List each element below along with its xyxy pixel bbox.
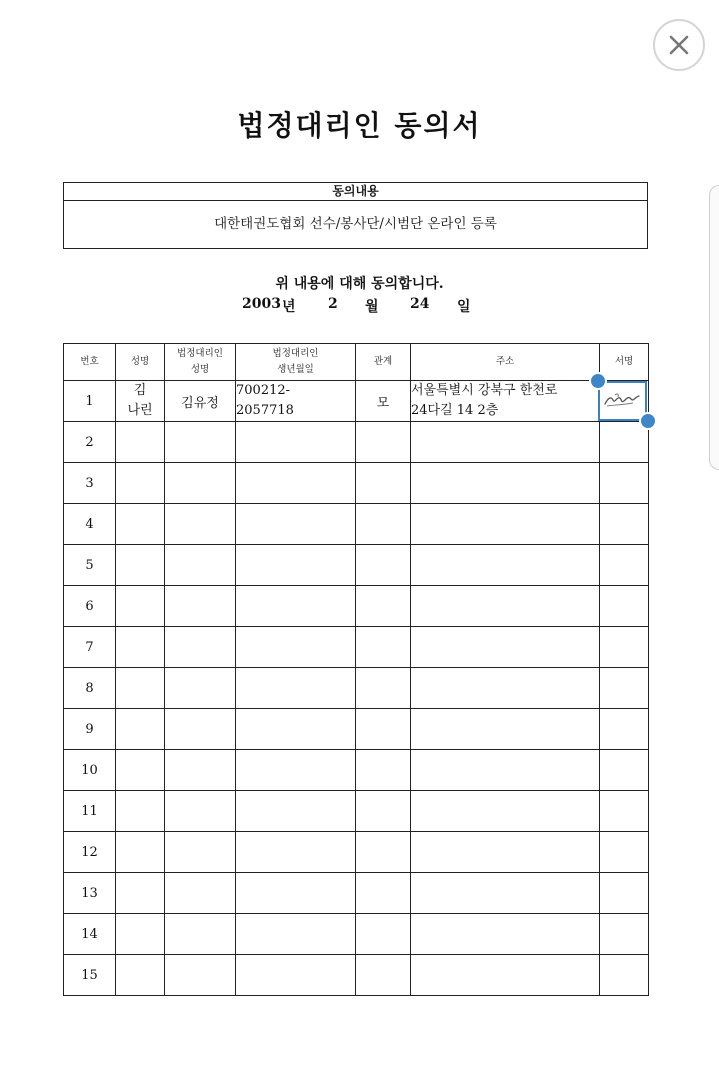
- row-number: 2: [64, 422, 116, 463]
- row-number: 11: [64, 791, 116, 832]
- student-name-cell: 김 나린: [116, 381, 165, 422]
- row-number: 5: [64, 545, 116, 586]
- guardian-name-cell: [165, 422, 236, 463]
- guardian-name-cell: [165, 955, 236, 996]
- guardian-birth-cell: [236, 914, 356, 955]
- row-number: 12: [64, 832, 116, 873]
- guardian-name-cell: 김유정: [165, 381, 236, 422]
- guardian-name-cell: [165, 750, 236, 791]
- table-row: [64, 750, 649, 791]
- document-title: 법정대리인 동의서: [237, 109, 482, 142]
- row-number: 8: [64, 668, 116, 709]
- consent-header: 동의내용: [64, 183, 647, 201]
- signature-cell: [600, 586, 649, 627]
- table-header-row: [64, 344, 649, 381]
- guardian-name-cell: [165, 627, 236, 668]
- handwritten-signature: [603, 390, 641, 414]
- table-row: [64, 422, 649, 463]
- table-row: [64, 545, 649, 586]
- relation-cell: [356, 955, 411, 996]
- address-cell: [411, 668, 600, 709]
- guardian-name-cell: [165, 586, 236, 627]
- header-relation: 관계: [356, 344, 411, 381]
- guardian-birth-cell: [236, 463, 356, 504]
- date-day: 24: [410, 296, 430, 312]
- signature-cell: [600, 709, 649, 750]
- address-cell: [411, 832, 600, 873]
- relation-cell: [356, 832, 411, 873]
- selection-handle-top-left[interactable]: [589, 372, 607, 390]
- selection-handle-bottom-right[interactable]: [639, 412, 657, 430]
- consent-date: [0, 296, 719, 316]
- student-name-cell: [116, 504, 165, 545]
- student-name-cell: [116, 627, 165, 668]
- student-name-cell: [116, 955, 165, 996]
- relation-cell: [356, 586, 411, 627]
- student-name-cell: [116, 422, 165, 463]
- row-number: 1: [64, 381, 116, 422]
- signature-cell: [600, 873, 649, 914]
- guardian-birth-cell: [236, 955, 356, 996]
- relation-cell: [356, 422, 411, 463]
- address-cell: [411, 586, 600, 627]
- signature-cell: [600, 463, 649, 504]
- date-year-unit: 년: [282, 299, 296, 315]
- signature-cell: [600, 504, 649, 545]
- table-row: [64, 504, 649, 545]
- guardian-name-cell: [165, 545, 236, 586]
- signature-cell: [600, 545, 649, 586]
- relation-cell: [356, 914, 411, 955]
- table-row: [64, 668, 649, 709]
- row-number: 7: [64, 627, 116, 668]
- date-year: 2003: [242, 296, 281, 312]
- signature-cell: [600, 627, 649, 668]
- guardian-birth-cell: [236, 586, 356, 627]
- guardian-name-cell: [165, 463, 236, 504]
- table-row: [64, 832, 649, 873]
- student-name-cell: [116, 586, 165, 627]
- guardian-name-cell: [165, 709, 236, 750]
- side-panel-handle[interactable]: [709, 185, 719, 470]
- row-number: 3: [64, 463, 116, 504]
- student-name-cell: [116, 545, 165, 586]
- table-row: [64, 914, 649, 955]
- guardian-table: [63, 343, 649, 996]
- row-number: 14: [64, 914, 116, 955]
- row-number: 9: [64, 709, 116, 750]
- guardian-birth-cell: [236, 750, 356, 791]
- row-number: 13: [64, 873, 116, 914]
- address-cell: [411, 627, 600, 668]
- address-cell: [411, 873, 600, 914]
- row-number: 15: [64, 955, 116, 996]
- relation-cell: [356, 545, 411, 586]
- guardian-name-cell: [165, 668, 236, 709]
- table-row: [64, 463, 649, 504]
- address-cell: [411, 791, 600, 832]
- address-cell: [411, 504, 600, 545]
- relation-cell: [356, 668, 411, 709]
- table-row: [64, 955, 649, 996]
- guardian-birth-cell: [236, 504, 356, 545]
- header-number: 번호: [64, 344, 116, 381]
- relation-cell: [356, 627, 411, 668]
- header-guardian-birth: 법정대리인 생년월일: [236, 344, 356, 381]
- table-row: [64, 873, 649, 914]
- signature-cell: [600, 791, 649, 832]
- relation-cell: 모: [356, 381, 411, 422]
- guardian-birth-cell: [236, 791, 356, 832]
- row-number: 4: [64, 504, 116, 545]
- guardian-name-cell: [165, 914, 236, 955]
- table-row: [64, 627, 649, 668]
- student-name-cell: [116, 791, 165, 832]
- relation-cell: [356, 873, 411, 914]
- guardian-birth-cell: 700212- 2057718: [236, 381, 356, 422]
- guardian-birth-cell: [236, 545, 356, 586]
- student-name-cell: [116, 463, 165, 504]
- consent-box: [63, 182, 648, 249]
- student-name-cell: [116, 914, 165, 955]
- student-name-cell: [116, 873, 165, 914]
- header-signature: 서명: [600, 344, 649, 381]
- signature-cell: [600, 750, 649, 791]
- date-day-unit: 일: [457, 299, 471, 315]
- address-cell: [411, 422, 600, 463]
- address-cell: [411, 914, 600, 955]
- address-cell: [411, 545, 600, 586]
- guardian-name-cell: [165, 791, 236, 832]
- guardian-birth-cell: [236, 832, 356, 873]
- signature-cell: [600, 914, 649, 955]
- table-row: [64, 791, 649, 832]
- guardian-birth-cell: [236, 709, 356, 750]
- signature-cell: [600, 668, 649, 709]
- header-address: 주소: [411, 344, 600, 381]
- address-cell: [411, 709, 600, 750]
- student-name-cell: [116, 709, 165, 750]
- date-month-unit: 월: [365, 299, 379, 315]
- close-button[interactable]: [653, 19, 705, 71]
- student-name-cell: [116, 750, 165, 791]
- header-guardian-name: 법정대리인 성명: [165, 344, 236, 381]
- student-name-cell: [116, 668, 165, 709]
- guardian-birth-cell: [236, 422, 356, 463]
- address-cell: [411, 463, 600, 504]
- consent-content: 대한태권도협회 선수/봉사단/시범단 온라인 등록: [214, 216, 497, 232]
- table-row: [64, 586, 649, 627]
- address-cell: 서울특별시 강북구 한천로 24다길 14 2층: [411, 381, 600, 422]
- guardian-birth-cell: [236, 627, 356, 668]
- row-number: 6: [64, 586, 116, 627]
- table-row: [64, 709, 649, 750]
- close-icon: [669, 35, 689, 55]
- signature-cell: [600, 955, 649, 996]
- guardian-name-cell: [165, 504, 236, 545]
- relation-cell: [356, 750, 411, 791]
- date-month: 2: [328, 296, 338, 312]
- address-cell: [411, 750, 600, 791]
- guardian-name-cell: [165, 873, 236, 914]
- relation-cell: [356, 504, 411, 545]
- header-name: 성명: [116, 344, 165, 381]
- table-row: [64, 381, 649, 422]
- row-number: 10: [64, 750, 116, 791]
- relation-cell: [356, 791, 411, 832]
- signature-cell: [600, 832, 649, 873]
- guardian-name-cell: [165, 832, 236, 873]
- agreement-statement: 위 내용에 대해 동의합니다.: [275, 276, 444, 292]
- relation-cell: [356, 709, 411, 750]
- relation-cell: [356, 463, 411, 504]
- student-name-cell: [116, 832, 165, 873]
- guardian-birth-cell: [236, 873, 356, 914]
- guardian-birth-cell: [236, 668, 356, 709]
- address-cell: [411, 955, 600, 996]
